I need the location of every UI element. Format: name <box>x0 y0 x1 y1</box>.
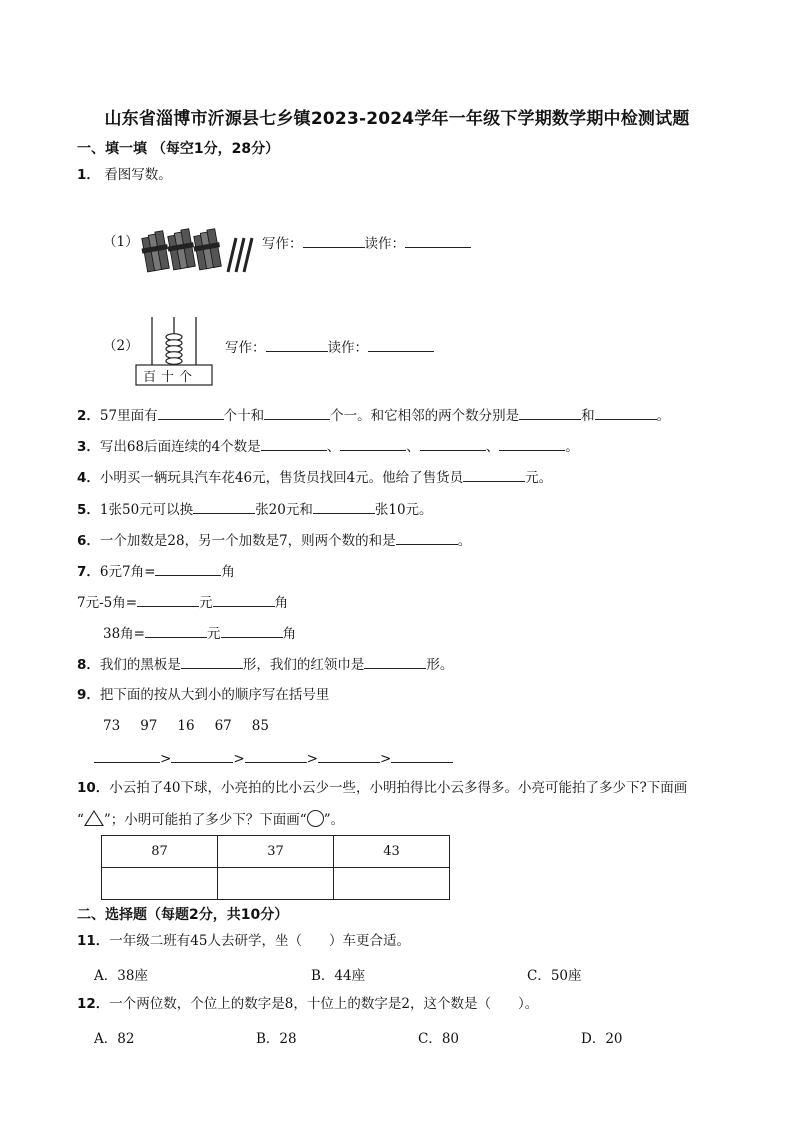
q5-line <box>77 499 433 519</box>
q1-part2-write-label: 写作： <box>225 340 266 356</box>
q8-blank-2[interactable] <box>364 654 426 669</box>
q3-end: 。 <box>565 439 579 455</box>
bundles-and-sticks-figure <box>140 222 255 274</box>
q2-text-1: 57里面有 <box>99 408 158 424</box>
q2-number: 2． <box>77 408 100 424</box>
q7-line2-blank-1[interactable] <box>137 592 199 607</box>
q7-line1-text: 6元7角= <box>99 564 156 580</box>
q9-blank-1[interactable] <box>94 748 160 763</box>
q7-line2-unit-2: 角 <box>274 595 289 611</box>
q9-number-item: 73 <box>103 718 121 734</box>
q7-line3-blank-2[interactable] <box>221 623 283 638</box>
q3-blank-2[interactable] <box>340 436 406 451</box>
q10-number: 10． <box>77 780 110 796</box>
q10-line-2 <box>77 810 344 829</box>
q1-part2-read-blank[interactable] <box>368 337 434 352</box>
abacus-label-ones: 个 <box>179 370 198 385</box>
q1-part2-label: （2） <box>103 338 139 354</box>
exam-title: 山东省淄博市沂源县七乡镇2023-2024学年一年级下学期数学期中检测试题 <box>104 109 690 129</box>
q12-number: 12． <box>77 996 110 1012</box>
q7-line2-blank-2[interactable] <box>213 592 275 607</box>
q4-text-1: 小明买一辆玩具汽车花46元，售货员找回4元。他给了售货员 <box>99 470 464 486</box>
q1-part1-read-blank[interactable] <box>405 233 471 248</box>
q9-line <box>77 686 329 704</box>
q2-blank-4[interactable] <box>595 405 657 420</box>
q5-text-2: 张20元和 <box>255 502 313 518</box>
q5-text-3: 张10元。 <box>374 502 433 518</box>
q3-blank-4[interactable] <box>499 436 565 451</box>
q3-blank-1[interactable] <box>261 436 327 451</box>
q9-blank-5[interactable] <box>391 748 453 763</box>
q6-text-1: 一个加数是28，另一个加数是7，则两个数的和是 <box>99 533 396 549</box>
q3-line <box>77 436 579 456</box>
q10-quote-open: “ <box>77 812 84 828</box>
q12-text: 一个两位数，个位上的数字是8，十位上的数字是2，这个数是（ ）。 <box>109 996 539 1012</box>
q11-number: 11． <box>77 933 110 949</box>
q6-line <box>77 530 471 550</box>
table-row <box>102 836 450 868</box>
q4-line <box>77 467 552 487</box>
q2-text-4: 和 <box>581 408 595 424</box>
q7-line2-text: 7元-5角= <box>77 595 138 611</box>
q1-number: 1． <box>77 167 100 183</box>
q9-number-item: 97 <box>140 718 158 734</box>
q12-line <box>77 995 538 1013</box>
q11-option-c[interactable]: C．50座 <box>527 968 582 984</box>
q9-text: 把下面的按从大到小的顺序写在括号里 <box>99 687 330 703</box>
q11-line <box>77 932 410 950</box>
q2-text-2: 个十和 <box>223 408 265 424</box>
q11-text: 一年级二班有45人去研学，坐（ ）车更合适。 <box>109 933 410 949</box>
q1-part1-label: （1） <box>103 234 139 250</box>
q2-text-5: 。 <box>656 408 671 424</box>
q1-part1-answer <box>262 233 471 253</box>
q2-blank-1[interactable] <box>158 405 224 420</box>
q10-mark-cell[interactable] <box>334 868 450 900</box>
q9-number: 9． <box>77 687 100 703</box>
q8-text-2: 形，我们的红领巾是 <box>242 657 365 673</box>
q2-blank-3[interactable] <box>519 405 581 420</box>
q3-sep-1: 、 <box>326 439 341 455</box>
q11-option-a[interactable]: A．38座 <box>94 968 148 984</box>
q9-gt-3: > <box>306 751 318 767</box>
q8-text-1: 我们的黑板是 <box>99 657 181 673</box>
q4-blank[interactable] <box>463 467 525 482</box>
q7-line-2 <box>77 592 288 612</box>
q11-option-b[interactable]: B．44座 <box>311 968 366 984</box>
q5-blank-1[interactable] <box>193 499 255 514</box>
q1-part2-write-blank[interactable] <box>266 337 328 352</box>
section2-header: 二、选择题（每题2分，共10分） <box>77 907 289 923</box>
q12-option-b[interactable]: B．28 <box>256 1031 297 1047</box>
q1-part2-read-label: 读作： <box>327 340 368 356</box>
q3-number: 3． <box>77 439 100 455</box>
q8-blank-1[interactable] <box>181 654 243 669</box>
q10-quote-close: ”。 <box>323 812 345 828</box>
section1-header: 一、填一填 （每空1分，28分） <box>77 141 280 157</box>
q3-sep-2: 、 <box>406 439 420 455</box>
q7-line3-text: 38角= <box>103 626 145 642</box>
q9-number-item: 85 <box>251 718 269 734</box>
q12-option-d[interactable]: D．20 <box>581 1031 623 1047</box>
q6-blank[interactable] <box>396 530 458 545</box>
q8-text-3: 形。 <box>426 657 454 673</box>
q7-line2-unit-1: 元 <box>199 595 213 611</box>
q9-answer-row <box>94 748 453 768</box>
q7-line3-unit-1: 元 <box>207 626 221 642</box>
q4-number: 4． <box>77 470 100 486</box>
q9-gt-2: > <box>233 751 245 767</box>
table-row <box>102 868 450 900</box>
q2-blank-2[interactable] <box>264 405 330 420</box>
q9-blank-3[interactable] <box>245 748 307 763</box>
q2-line <box>77 405 670 425</box>
single-sticks <box>228 238 252 272</box>
q9-gt-4: > <box>379 751 392 767</box>
q7-line-1 <box>77 561 235 581</box>
q3-sep-3: 、 <box>485 439 500 455</box>
q1-line <box>77 166 172 184</box>
q3-text: 写出68后面连续的4个数是 <box>99 439 261 455</box>
q7-line1-blank[interactable] <box>155 561 221 576</box>
q9-blank-4[interactable] <box>318 748 380 763</box>
q12-option-a[interactable]: A．82 <box>94 1031 135 1047</box>
abacus-label-tens: 十 <box>161 370 180 385</box>
q9-number-item: 67 <box>214 718 232 734</box>
q7-line-3 <box>103 623 296 643</box>
triangle-icon <box>84 810 104 826</box>
q10-mark-cell[interactable] <box>218 868 334 900</box>
q10-value-cell: 37 <box>218 836 334 868</box>
q9-number-list <box>103 717 289 735</box>
abacus-label-hundreds: 百 <box>143 370 162 385</box>
q1-part2-answer <box>225 337 434 357</box>
q1-text: 看图写数。 <box>104 167 172 183</box>
q7-line1-unit: 角 <box>221 564 235 580</box>
abacus-place-labels <box>143 369 197 387</box>
q10-value-cell: 87 <box>102 836 218 868</box>
q9-blank-2[interactable] <box>171 748 233 763</box>
q1-part1-read-label: 读作： <box>364 236 405 252</box>
q7-line3-unit-2: 角 <box>282 626 296 642</box>
q6-number: 6． <box>77 533 100 549</box>
q5-text-1: 1张50元可以换 <box>99 502 194 518</box>
q2-text-3: 个一。和它相邻的两个数分别是 <box>330 408 520 424</box>
q8-line <box>77 654 453 674</box>
q5-blank-2[interactable] <box>313 499 375 514</box>
ten-stick-bundles <box>140 228 223 272</box>
q10-text: 小云拍了40下球，小亮拍的比小云少一些，小明拍得比小云多得多。小亮可能拍了多少下?下面画 <box>109 780 688 796</box>
q5-number: 5． <box>77 502 100 518</box>
q9-number-item: 16 <box>177 718 195 734</box>
circle-icon <box>307 810 324 827</box>
q4-text-2: 元。 <box>525 470 553 486</box>
q7-number: 7． <box>77 564 100 580</box>
q10-table <box>101 835 450 900</box>
abacus-beads <box>166 334 182 365</box>
q8-number: 8． <box>77 657 100 673</box>
q1-part1-write-label: 写作： <box>262 236 303 252</box>
q7-line3-blank-1[interactable] <box>145 623 207 638</box>
q12-option-c[interactable]: C．80 <box>418 1031 460 1047</box>
q9-gt-1: > <box>160 751 172 767</box>
q10-line-1 <box>77 779 687 797</box>
q3-blank-3[interactable] <box>420 436 486 451</box>
q1-part1-write-blank[interactable] <box>303 233 365 248</box>
q10-text-2: ”；小明可能拍了多少下？下面画“ <box>103 812 307 828</box>
q10-value-cell: 43 <box>334 836 450 868</box>
q10-mark-cell[interactable] <box>102 868 218 900</box>
q6-text-2: 。 <box>457 533 472 549</box>
